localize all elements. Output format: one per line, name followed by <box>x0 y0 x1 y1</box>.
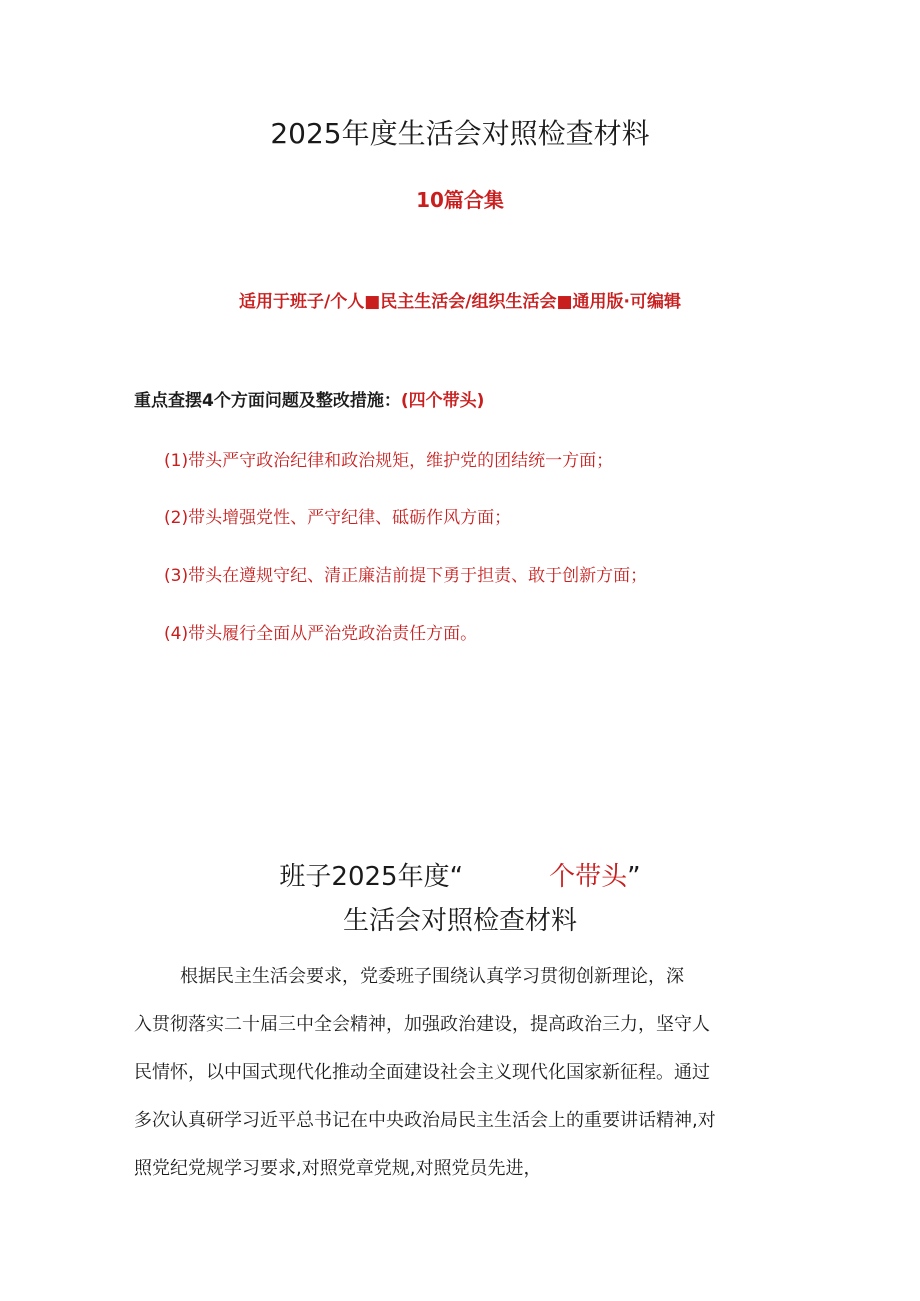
focus-heading-highlight: (四个带头) <box>400 391 485 411</box>
focus-heading-text: 重点查摆4个方面问题及整改措施： <box>134 391 401 411</box>
focus-heading <box>134 386 484 411</box>
document-subtitle: 10篇合集 <box>416 188 504 212</box>
section-title-prefix: 班子2025年度“ <box>279 862 464 892</box>
focus-item-4: (4)带头履行全面从严治党政治责任方面。 <box>164 624 478 644</box>
focus-item-2: (2)带头增强党性、严守纪律、砥砺作风方面； <box>164 508 512 528</box>
section-title-highlight: 个带头 <box>549 862 628 892</box>
body-paragraph-line-1: 根据民主生活会要求，党委班子围绕认真学习贯彻创新理论，深 <box>180 966 684 987</box>
body-paragraph-line-2: 入贯彻落实二十届三中全会精神，加强政治建设，提高政治三力，坚守人 <box>134 1014 710 1035</box>
focus-item-3: (3)带头在遵规守纪、清正廉洁前提下勇于担责、敢于创新方面； <box>164 566 648 586</box>
body-paragraph-line-4: 多次认真研学习近平总书记在中央政治局民主生活会上的重要讲话精神,对 <box>134 1110 716 1131</box>
section-title-line-1 <box>0 856 920 893</box>
section-title-suffix: ” <box>627 862 641 892</box>
section-title-line-2: 生活会对照检查材料 <box>342 906 577 936</box>
body-paragraph-line-3: 民情怀，以中国式现代化推动全面建设社会主义现代化国家新征程。通过 <box>134 1062 710 1083</box>
focus-item-1: (1)带头严守政治纪律和政治规矩，维护党的团结统一方面； <box>164 451 614 471</box>
document-title: 2025年度生活会对照检查材料 <box>270 117 650 150</box>
body-paragraph-line-5: 照党纪党规学习要求,对照党章党规,对照党员先进， <box>134 1158 542 1179</box>
applicability-note: 适用于班子/个人■民主生活会/组织生活会■通用版·可编辑 <box>239 292 681 312</box>
